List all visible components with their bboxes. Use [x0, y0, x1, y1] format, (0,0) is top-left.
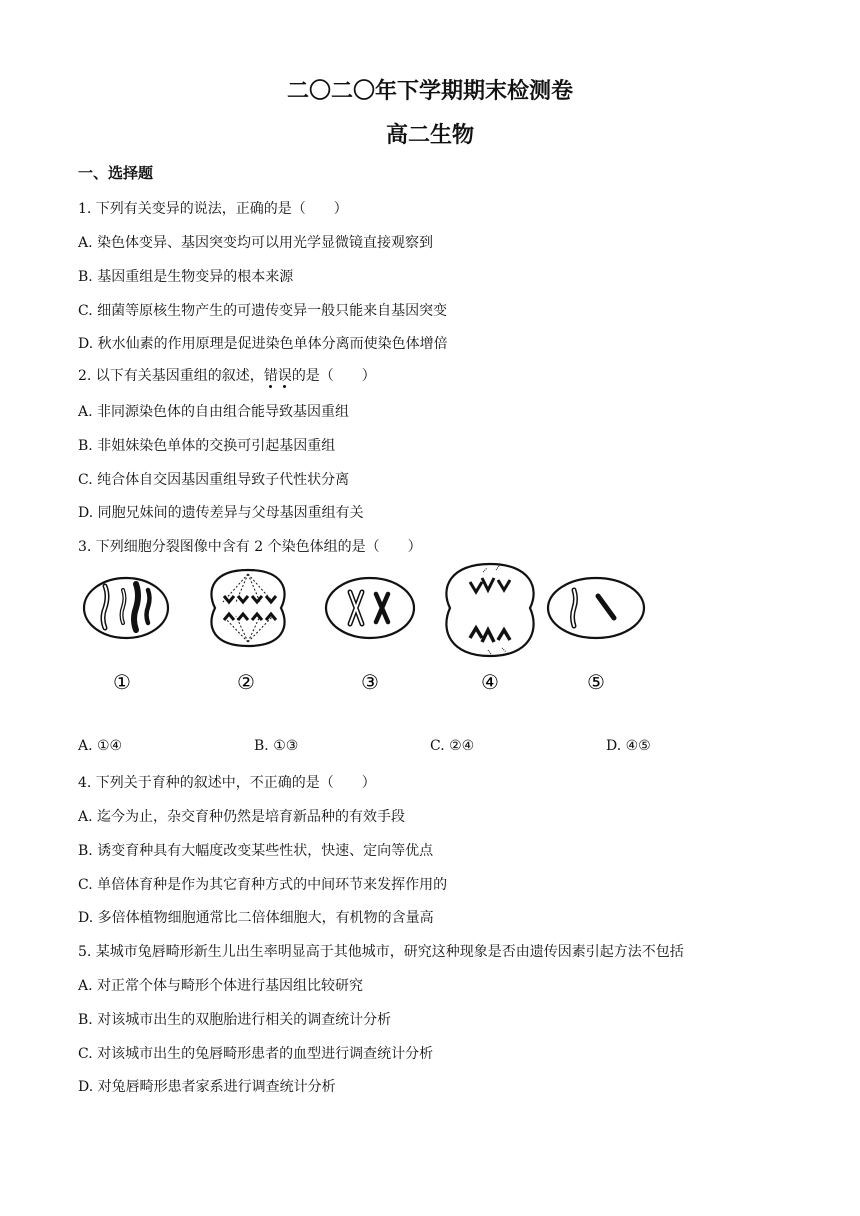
q1-option-a: A. 染色体变异、基因突变均可以用光学显微镜直接观察到	[78, 235, 434, 251]
q3-option-c: C. ②④	[430, 738, 475, 754]
q3-option-a: A. ①④	[78, 738, 123, 754]
cell-1-illustration	[84, 578, 168, 638]
figure-label-3: ③	[361, 670, 379, 694]
q1-option-d: D. 秋水仙素的作用原理是促进染色单体分离而使染色体增倍	[78, 336, 448, 352]
q1-option-b: B. 基因重组是生物变异的根本来源	[78, 269, 294, 285]
q3-option-b: B. ①③	[254, 738, 299, 754]
cell-5-illustration	[548, 578, 644, 638]
exam-subject: 高二生物	[385, 123, 474, 148]
figure-label-1: ①	[113, 670, 131, 694]
q4-stem: 4. 下列关于育种的叙述中，不正确的是（ ）	[78, 775, 376, 791]
q5-option-c: C. 对该城市出生的兔唇畸形患者的血型进行调查统计分析	[78, 1046, 434, 1062]
section-title: 一、选择题	[78, 164, 154, 182]
q2-option-d: D. 同胞兄妹间的遗传差异与父母基因重组有关	[78, 505, 364, 521]
q2-stem-pre: 2. 以下有关基因重组的叙述，	[78, 368, 264, 384]
q4-option-b: B. 诱变育种具有大幅度改变某些性状，快速、定向等优点	[78, 843, 434, 859]
q2-stem	[78, 365, 376, 385]
q5-stem: 5. 某城市兔唇畸形新生儿出生率明显高于其他城市，研究这种现象是否由遗传因素引起方法不包括	[78, 944, 684, 960]
q4-option-a: A. 迄今为止，杂交育种仍然是培育新品种的有效手段	[78, 809, 406, 825]
q2-option-c: C. 纯合体自交因基因重组导致子代性状分离	[78, 472, 350, 488]
q4-option-c: C. 单倍体育种是作为其它育种方式的中间环节来发挥作用的	[78, 877, 448, 893]
q2-option-b: B. 非姐妹染色单体的交换可引起基因重组	[78, 438, 336, 454]
cell-4-illustration	[446, 564, 533, 656]
q1-stem: 1. 下列有关变异的说法，正确的是（ ）	[78, 201, 348, 217]
q5-option-b: B. 对该城市出生的双胞胎进行相关的调查统计分析	[78, 1012, 392, 1028]
cell-division-figure	[78, 562, 658, 702]
q3-option-d: D. ④⑤	[606, 738, 651, 754]
q1-option-c: C. 细菌等原核生物产生的可遗传变异一般只能来自基因突变	[78, 303, 448, 319]
figure-label-2: ②	[237, 670, 255, 694]
cell-3-illustration	[326, 578, 414, 638]
q3-stem: 3. 下列细胞分裂图像中含有 2 个染色体组的是（ ）	[78, 539, 422, 555]
figure-label-5: ⑤	[587, 670, 605, 694]
q4-option-d: D. 多倍体植物细胞通常比二倍体细胞大，有机物的含量高	[78, 910, 434, 926]
exam-title: 二〇二〇年下学期期末检测卷	[286, 79, 573, 104]
q2-option-a: A. 非同源染色体的自由组合能导致基因重组	[78, 404, 350, 420]
q2-emphasis-char: 错	[263, 368, 278, 384]
q2-emphasis-char: 误	[277, 368, 292, 384]
cell-2-illustration	[211, 570, 284, 646]
q5-option-d: D. 对兔唇畸形患者家系进行调查统计分析	[78, 1079, 336, 1095]
q5-option-a: A. 对正常个体与畸形个体进行基因组比较研究	[78, 978, 364, 994]
figure-label-4: ④	[481, 670, 499, 694]
q2-stem-post: 的是（ ）	[291, 368, 376, 384]
